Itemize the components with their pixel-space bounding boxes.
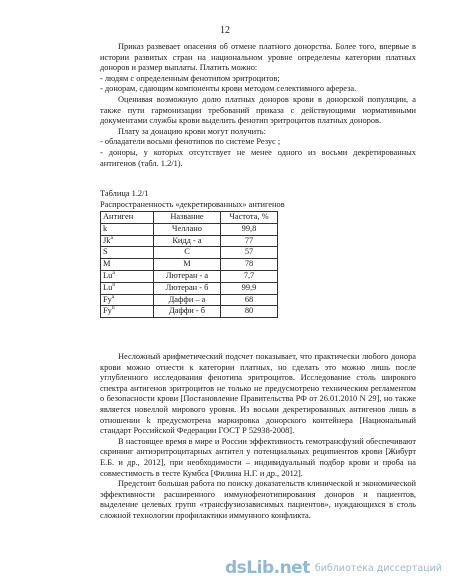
antigen-symbol: S	[103, 247, 108, 257]
page-number: 12	[220, 25, 230, 36]
antigen-cell	[101, 306, 154, 318]
antigen-superscript: a	[112, 270, 115, 277]
column-header-frequency: Частота, %	[221, 212, 278, 224]
table-number: Таблица 1.2/1	[100, 189, 149, 198]
text-block-bottom	[100, 352, 416, 522]
watermark-tagline: библиотека диссертаций	[314, 562, 442, 574]
table-title: Распространенность «декретированных» антигенов	[100, 199, 285, 209]
frequency-cell: 80	[221, 306, 278, 318]
frequency-cell: 57	[221, 247, 278, 259]
name-cell: C	[154, 247, 221, 259]
name-cell: Лютеран - б	[154, 282, 221, 294]
frequency-cell: 68	[221, 294, 278, 306]
list-item: - доноры, у которых отсутствует не менее одного из восьми декретированных антигенов (табл. 1.2/1).	[100, 147, 416, 168]
antigen-symbol: Fy	[103, 306, 112, 316]
antigen-cell	[101, 235, 154, 247]
frequency-cell: 78	[221, 259, 278, 271]
table-row	[101, 235, 278, 247]
paragraph: В настоящее время в мире и России эффективность гемотрансфузий обеспечивают скрининг антиэритроцитарных антител у потенциальных реципиентов крови [Жибурт Е.Б. и др., 2012], при необходимости – индивидуальный подбор крови и проба на совместимость в тесте Кумбса [Филина Н.Г. и др., 2012].	[100, 436, 416, 478]
dslib-watermark[interactable]	[225, 558, 442, 578]
table-row	[101, 282, 278, 294]
frequency-cell: 77	[221, 235, 278, 247]
antigen-symbol: k	[103, 223, 108, 233]
list-item: - донорам, сдающим компоненты крови методом селективного афереза.	[100, 84, 357, 94]
antigen-symbol: M	[103, 259, 111, 269]
paragraph: Предстоит большая работа по поиску доказательств клинической и экономической эффективности расширенного иммунофенотипирования доноров и пациентов, выделение целевых групп «трансфузиозависимых пациентов», нуждающихся в столь сложной технологии профилактики иммунного конфликта.	[100, 479, 416, 520]
list-item: - обладатели восьми фенотипов по системе Резус ;	[100, 137, 281, 147]
table-row	[101, 306, 278, 318]
column-header-name: Название	[154, 212, 221, 224]
antigen-symbol: Lu	[103, 282, 113, 292]
column-header-antigen: Антиген	[101, 212, 154, 224]
name-cell: M	[154, 259, 221, 271]
table-row	[101, 223, 278, 235]
antigen-superscript: a	[111, 293, 115, 300]
antigen-symbol: Fy	[103, 294, 112, 304]
name-cell: Даффи – а	[154, 294, 221, 306]
table-caption	[100, 189, 285, 210]
dslib-logo: dsLib.net	[225, 558, 310, 578]
antigen-cell	[101, 294, 154, 306]
table-row	[101, 294, 278, 306]
table-row	[101, 270, 278, 282]
antigen-symbol: Lu	[103, 271, 113, 281]
text-block-top	[100, 42, 416, 169]
table-header-row	[101, 212, 278, 224]
frequency-cell: 7,7	[221, 270, 278, 282]
antigen-superscript: b	[112, 282, 116, 289]
antigen-cell	[101, 247, 154, 259]
paragraph: Несложный арифметический подсчет показывает, что практически любого донора крови можно отнести к категории платных, но сделать это можно лишь после углубленного исследования фенотипа эритроцитов. Исследование столь широкого спектра антигенов эритроцитов не только не предусмотрено техническим регламентом о безопасности крови [Постановление Правительства РФ от 26.01.2010 N 29], но также является новеллой мирового уровня. Из восьми декретированных антигенов лишь в отношении k предусмотрена маркировка донорского контейнера [Национальный стандарт Российской Федерации ГОСТ Р 52938-2008].	[100, 352, 416, 436]
antigen-superscript: a	[110, 234, 113, 241]
antigen-superscript: b	[111, 305, 115, 312]
table-row	[101, 247, 278, 259]
paragraph: Оценивая возможную долю платных доноров крови в донорской популяции, а также пути гармонизации требований приказа с действующими нормативными документами службы крови выделить фенотип эритроцитов платных доноров.	[100, 94, 416, 126]
name-cell: Челлано	[154, 223, 221, 235]
paragraph: Плату за донацию крови могут получить:	[118, 126, 266, 136]
antigen-cell	[101, 270, 154, 282]
list-item: - людям с определенным фенотипом эритроцитов;	[100, 73, 280, 83]
antigen-cell	[101, 282, 154, 294]
name-cell: Даффи - б	[154, 306, 221, 318]
antigen-cell	[101, 223, 154, 235]
antigen-frequency-table	[100, 211, 278, 318]
paragraph: Приказ развевает опасения об отмене платного донорства. Более того, впервые в истории развитых стран на национальном уровне определены категории платных доноров и размер выплаты. Платить можно:	[100, 42, 416, 73]
frequency-cell: 99,8	[221, 223, 278, 235]
table-row	[101, 259, 278, 271]
antigen-symbol: Jk	[103, 235, 111, 245]
antigen-cell	[101, 259, 154, 271]
name-cell: Лютеран - а	[154, 270, 221, 282]
name-cell: Кидд - а	[154, 235, 221, 247]
frequency-cell: 99,9	[221, 282, 278, 294]
